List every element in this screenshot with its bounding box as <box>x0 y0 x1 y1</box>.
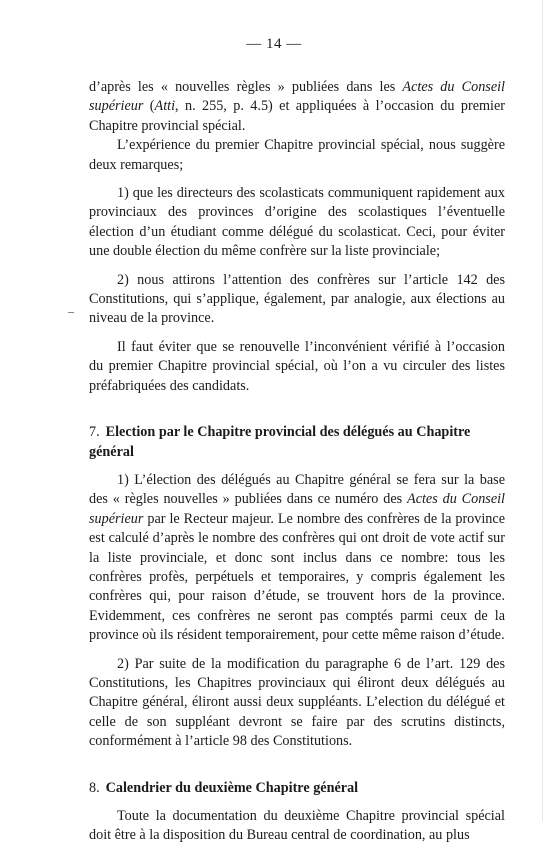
text-run: 1) L’élection des délégués au Chapitre général se fera sur la base des « règles nouvelles » publiées dans ce numéro des <box>89 471 505 508</box>
text-run: ( <box>143 98 155 115</box>
text-run: d’après les « nouvelles règles » publiées dans les <box>89 79 403 95</box>
paragraph-remark-2: 2) nous attirons l’attention des confrères sur l’article 142 des Constitutions, qui s’applique, également, par analogie, aux élections au niveau de la province. <box>89 271 505 327</box>
scan-mark <box>68 312 74 313</box>
section-7-number: 7. <box>89 424 100 441</box>
section-7-heading <box>89 423 505 462</box>
section-7-paragraph-2: 2) Par suite de la modification du paragraphe 6 de l’art. 129 des Constitutions, les Chapitres provinciaux qui éliront deux délégués au Chapitre général, éliront aussi deux suppléants. L’election du délégué et celle de son suppléant devront se faire par des scrutins distincts, conformément à l’article 98 des Constitutions. <box>89 655 505 750</box>
italic-title-run: Actes du Conseil supérieur <box>89 491 506 527</box>
paragraph-remark-1: 1) que les directeurs des scolasticats communiquent rapidement aux provinciaux des provinces d’origine des scolastiques l’éventuelle élection d’un étudiant comme délégué du scolasticat. Ceci, pour éviter une double élection du même confrère sur la liste provinciale; <box>89 185 505 260</box>
section-8-number: 8. <box>89 779 100 796</box>
italic-title-run: Actes du Conseil supérieur <box>89 79 506 115</box>
section-8-heading <box>89 779 505 798</box>
section-7-title: Election par le Chapitre provincial des délégués au Chapitre général <box>89 424 471 460</box>
section-8-paragraph-1: Toute la documentation du deuxième Chapitre provincial spécial doit être à la disposition du Bureau central de coordination, au plus <box>89 808 505 844</box>
paragraph-continuation <box>89 78 505 136</box>
text-run: , n. 255, p. 4.5) et appliquées à l’occasion du premier Chapitre provincial spécial. <box>89 98 505 134</box>
page-edge-line <box>542 0 543 821</box>
italic-atti-run: Atti <box>154 98 176 115</box>
paragraph-experience: L’expérience du premier Chapitre provincial spécial, nous suggère deux remarques; <box>89 137 505 173</box>
page-content <box>89 78 505 846</box>
section-7-paragraph-1 <box>89 471 505 646</box>
text-run: par le Recteur majeur. Le nombre des confrères de la province est calculé d’après le nombre des confrères qui ont droit de vote actif sur la liste provinciale, et donc sont inclus dans ce nombre: tous les confrères profès, perpétuels et temporaires, y compris également les confrères qui, pour raison d’étude, se trouvent hors de la province. Evidemment, ces confrères ne seront pas comptés parmi ceux de la province où ils résident temporairement, pour cette même raison d’étude. <box>89 510 505 644</box>
page-number: — 14 — <box>246 36 302 52</box>
paragraph-warning: Il faut éviter que se renouvelle l’inconvénient vérifié à l’occasion du premier Chapitre provincial spécial, où l’on a vu circuler des listes préfabriquées des candidats. <box>89 338 505 394</box>
section-8-title: Calendrier du deuxième Chapitre général <box>105 779 359 796</box>
